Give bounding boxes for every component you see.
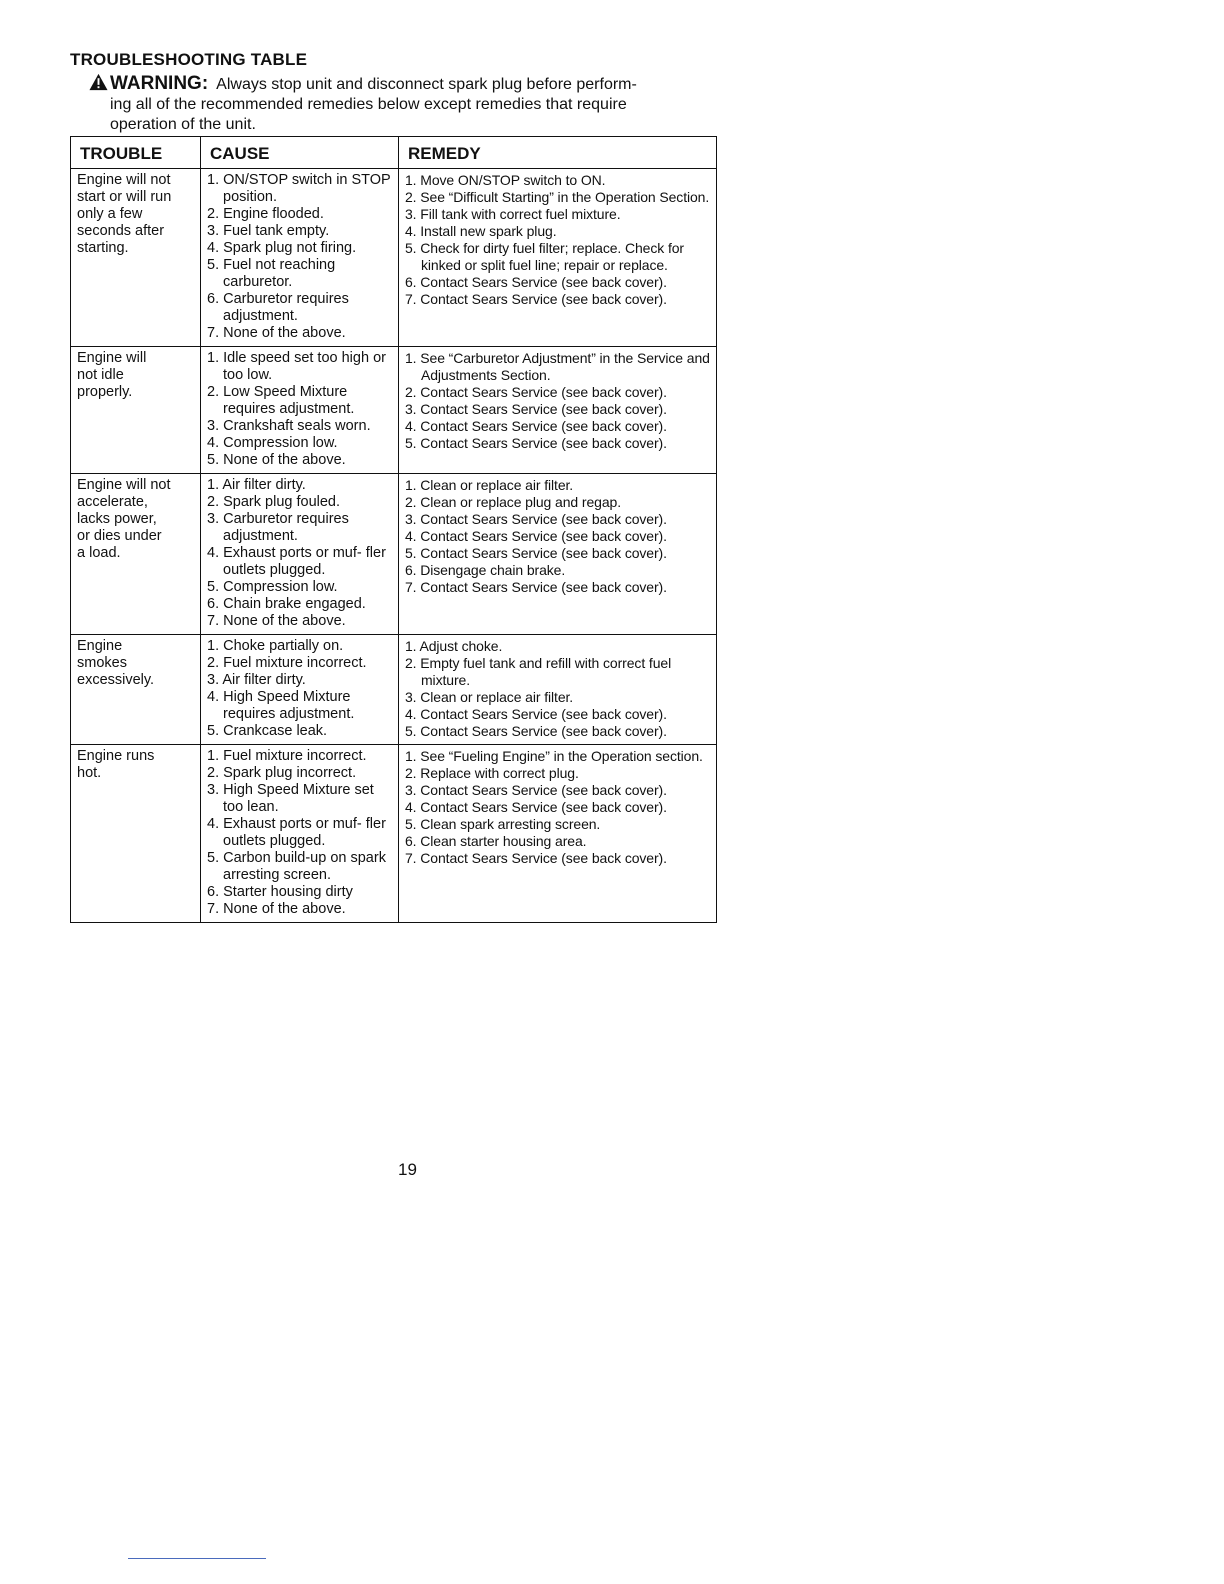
remedy-item: 3. Contact Sears Service (see back cover).: [405, 401, 667, 417]
remedy-item: 5. Contact Sears Service (see back cover).: [405, 545, 667, 561]
table-body: [71, 169, 717, 923]
cause-item: 7. None of the above.: [207, 613, 346, 629]
cause-item: 3. Fuel tank empty.: [207, 223, 330, 239]
trouble-cell: [71, 745, 201, 923]
table-row: [71, 745, 717, 923]
cause-item: 2. Spark plug fouled.: [207, 494, 341, 510]
remedy-item: 1. See “Fueling Engine” in the Operation section.: [405, 748, 703, 764]
remedy-item: 2. See “Difficult Starting” in the Operation Section.: [405, 189, 710, 205]
table-row: [71, 474, 717, 635]
cause-item: 4. Spark plug not firing.: [207, 240, 357, 256]
remedy-item: 2. Contact Sears Service (see back cover).: [405, 384, 667, 400]
warning-text-line-2: ing all of the recommended remedies below except remedies that require: [110, 96, 627, 113]
cause-item: 3. Air filter dirty.: [207, 672, 306, 688]
remedy-item: 2. Replace with correct plug.: [405, 765, 579, 781]
column-header-cause: CAUSE: [201, 137, 399, 169]
trouble-text-line: Engine will: [77, 350, 147, 366]
cause-item: 4. Compression low.: [207, 435, 338, 451]
trouble-cell: [71, 635, 201, 745]
remedy-item: 7. Contact Sears Service (see back cover).: [405, 850, 667, 866]
remedy-item: 3. Contact Sears Service (see back cover).: [405, 511, 667, 527]
remedy-item: 6. Disengage chain brake.: [405, 562, 566, 578]
trouble-cell: [71, 474, 201, 635]
remedy-item: 5. Contact Sears Service (see back cover).: [405, 723, 667, 739]
trouble-cell: [71, 347, 201, 474]
warning-text-line-1: Always stop unit and disconnect spark plug before perform-: [216, 76, 637, 93]
trouble-text-line: smokes: [77, 655, 127, 671]
remedy-item: 4. Contact Sears Service (see back cover).: [405, 528, 667, 544]
cause-item: 6. Carburetor requires adjustment.: [207, 291, 349, 324]
remedy-item: 1. Adjust choke.: [405, 638, 503, 654]
warning-label: WARNING:: [110, 73, 209, 94]
remedy-item: 4. Contact Sears Service (see back cover).: [405, 418, 667, 434]
table-row: [71, 635, 717, 745]
column-header-trouble: TROUBLE: [71, 137, 201, 169]
remedy-item: 2. Clean or replace plug and regap.: [405, 494, 621, 510]
table-row: [71, 169, 717, 347]
trouble-text-line: seconds after: [77, 223, 165, 239]
remedy-item: 5. Contact Sears Service (see back cover).: [405, 435, 667, 451]
cause-item: 2. Engine flooded.: [207, 206, 324, 222]
cause-item: 1. ON/STOP switch in STOP position.: [207, 172, 391, 205]
trouble-text-line: Engine will not: [77, 477, 171, 493]
trouble-text-line: hot.: [77, 765, 102, 781]
trouble-text-line: not idle: [77, 367, 124, 383]
cause-item: 1. Fuel mixture incorrect.: [207, 748, 367, 764]
trouble-text-line: properly.: [77, 384, 133, 400]
remedy-cell: [399, 745, 717, 923]
cause-item: 5. Fuel not reaching carburetor.: [207, 257, 336, 290]
trouble-text-line: Engine: [77, 638, 123, 654]
trouble-text-line: Engine runs: [77, 748, 155, 764]
remedy-item: 5. Clean spark arresting screen.: [405, 816, 601, 832]
trouble-text-line: starting.: [77, 240, 129, 256]
page-title: TROUBLESHOOTING TABLE: [70, 50, 308, 69]
cause-item: 1. Air filter dirty.: [207, 477, 306, 493]
cause-item: 5. Carbon build-up on spark arresting screen.: [207, 850, 386, 883]
cause-item: 2. Spark plug incorrect.: [207, 765, 357, 781]
cause-cell: [201, 474, 399, 635]
trouble-text-line: accelerate,: [77, 494, 148, 510]
trouble-text-line: start or will run: [77, 189, 172, 205]
cause-item: 5. Compression low.: [207, 579, 338, 595]
cause-item: 7. None of the above.: [207, 901, 346, 917]
trouble-text-line: excessively.: [77, 672, 155, 688]
remedy-item: 3. Clean or replace air filter.: [405, 689, 574, 705]
remedy-item: 1. Clean or replace air filter.: [405, 477, 574, 493]
remedy-item: 1. See “Carburetor Adjustment” in the Service and Adjustments Section.: [405, 350, 710, 383]
cause-item: 3. Crankshaft seals worn.: [207, 418, 371, 434]
table-header-row: [71, 137, 717, 169]
cause-item: 2. Fuel mixture incorrect.: [207, 655, 367, 671]
trouble-text-line: Engine will not: [77, 172, 171, 188]
cause-item: 4. Exhaust ports or muf- fler outlets plugged.: [207, 816, 386, 849]
warning-triangle-icon: [89, 73, 108, 91]
cause-item: 5. Crankcase leak.: [207, 723, 328, 739]
warning-text-line-3: operation of the unit.: [110, 116, 256, 133]
remedy-cell: [399, 347, 717, 474]
cause-item: 3. Carburetor requires adjustment.: [207, 511, 349, 544]
remedy-cell: [399, 635, 717, 745]
remedy-item: 2. Empty fuel tank and refill with correct fuel mixture.: [405, 655, 672, 688]
cause-item: 4. Exhaust ports or muf- fler outlets plugged.: [207, 545, 386, 578]
cause-item: 6. Starter housing dirty: [207, 884, 353, 900]
remedy-item: 4. Contact Sears Service (see back cover).: [405, 799, 667, 815]
warning-notice: [89, 71, 729, 135]
remedy-item: 6. Contact Sears Service (see back cover).: [405, 274, 667, 290]
cause-item: 7. None of the above.: [207, 325, 346, 341]
remedy-item: 6. Clean starter housing area.: [405, 833, 587, 849]
cause-item: 5. None of the above.: [207, 452, 346, 468]
cause-item: 1. Idle speed set too high or too low.: [207, 350, 386, 383]
remedy-cell: [399, 169, 717, 347]
cause-cell: [201, 347, 399, 474]
remedy-item: 7. Contact Sears Service (see back cover).: [405, 579, 667, 595]
cause-item: 6. Chain brake engaged.: [207, 596, 366, 612]
trouble-text-line: only a few: [77, 206, 143, 222]
cause-item: 4. High Speed Mixture requires adjustment.: [207, 689, 355, 722]
cause-cell: [201, 169, 399, 347]
table-row: [71, 347, 717, 474]
remedy-cell: [399, 474, 717, 635]
page-number: 19: [398, 1160, 417, 1179]
trouble-cell: [71, 169, 201, 347]
cause-item: 2. Low Speed Mixture requires adjustment.: [207, 384, 355, 417]
trouble-text-line: lacks power,: [77, 511, 157, 527]
remedy-item: 7. Contact Sears Service (see back cover).: [405, 291, 667, 307]
remedy-item: 4. Contact Sears Service (see back cover).: [405, 706, 667, 722]
cause-cell: [201, 635, 399, 745]
remedy-item: 3. Contact Sears Service (see back cover).: [405, 782, 667, 798]
cause-item: 3. High Speed Mixture set too lean.: [207, 782, 374, 815]
remedy-item: 5. Check for dirty fuel filter; replace. Check for kinked or split fuel line; repair or replace.: [405, 240, 684, 273]
troubleshooting-table: [70, 136, 717, 923]
column-header-remedy: REMEDY: [399, 137, 717, 169]
trouble-text-line: a load.: [77, 545, 121, 561]
footer-rule: [128, 1558, 266, 1559]
cause-item: 1. Choke partially on.: [207, 638, 344, 654]
remedy-item: 1. Move ON/STOP switch to ON.: [405, 172, 606, 188]
remedy-item: 4. Install new spark plug.: [405, 223, 557, 239]
trouble-text-line: or dies under: [77, 528, 162, 544]
remedy-item: 3. Fill tank with correct fuel mixture.: [405, 206, 621, 222]
cause-cell: [201, 745, 399, 923]
